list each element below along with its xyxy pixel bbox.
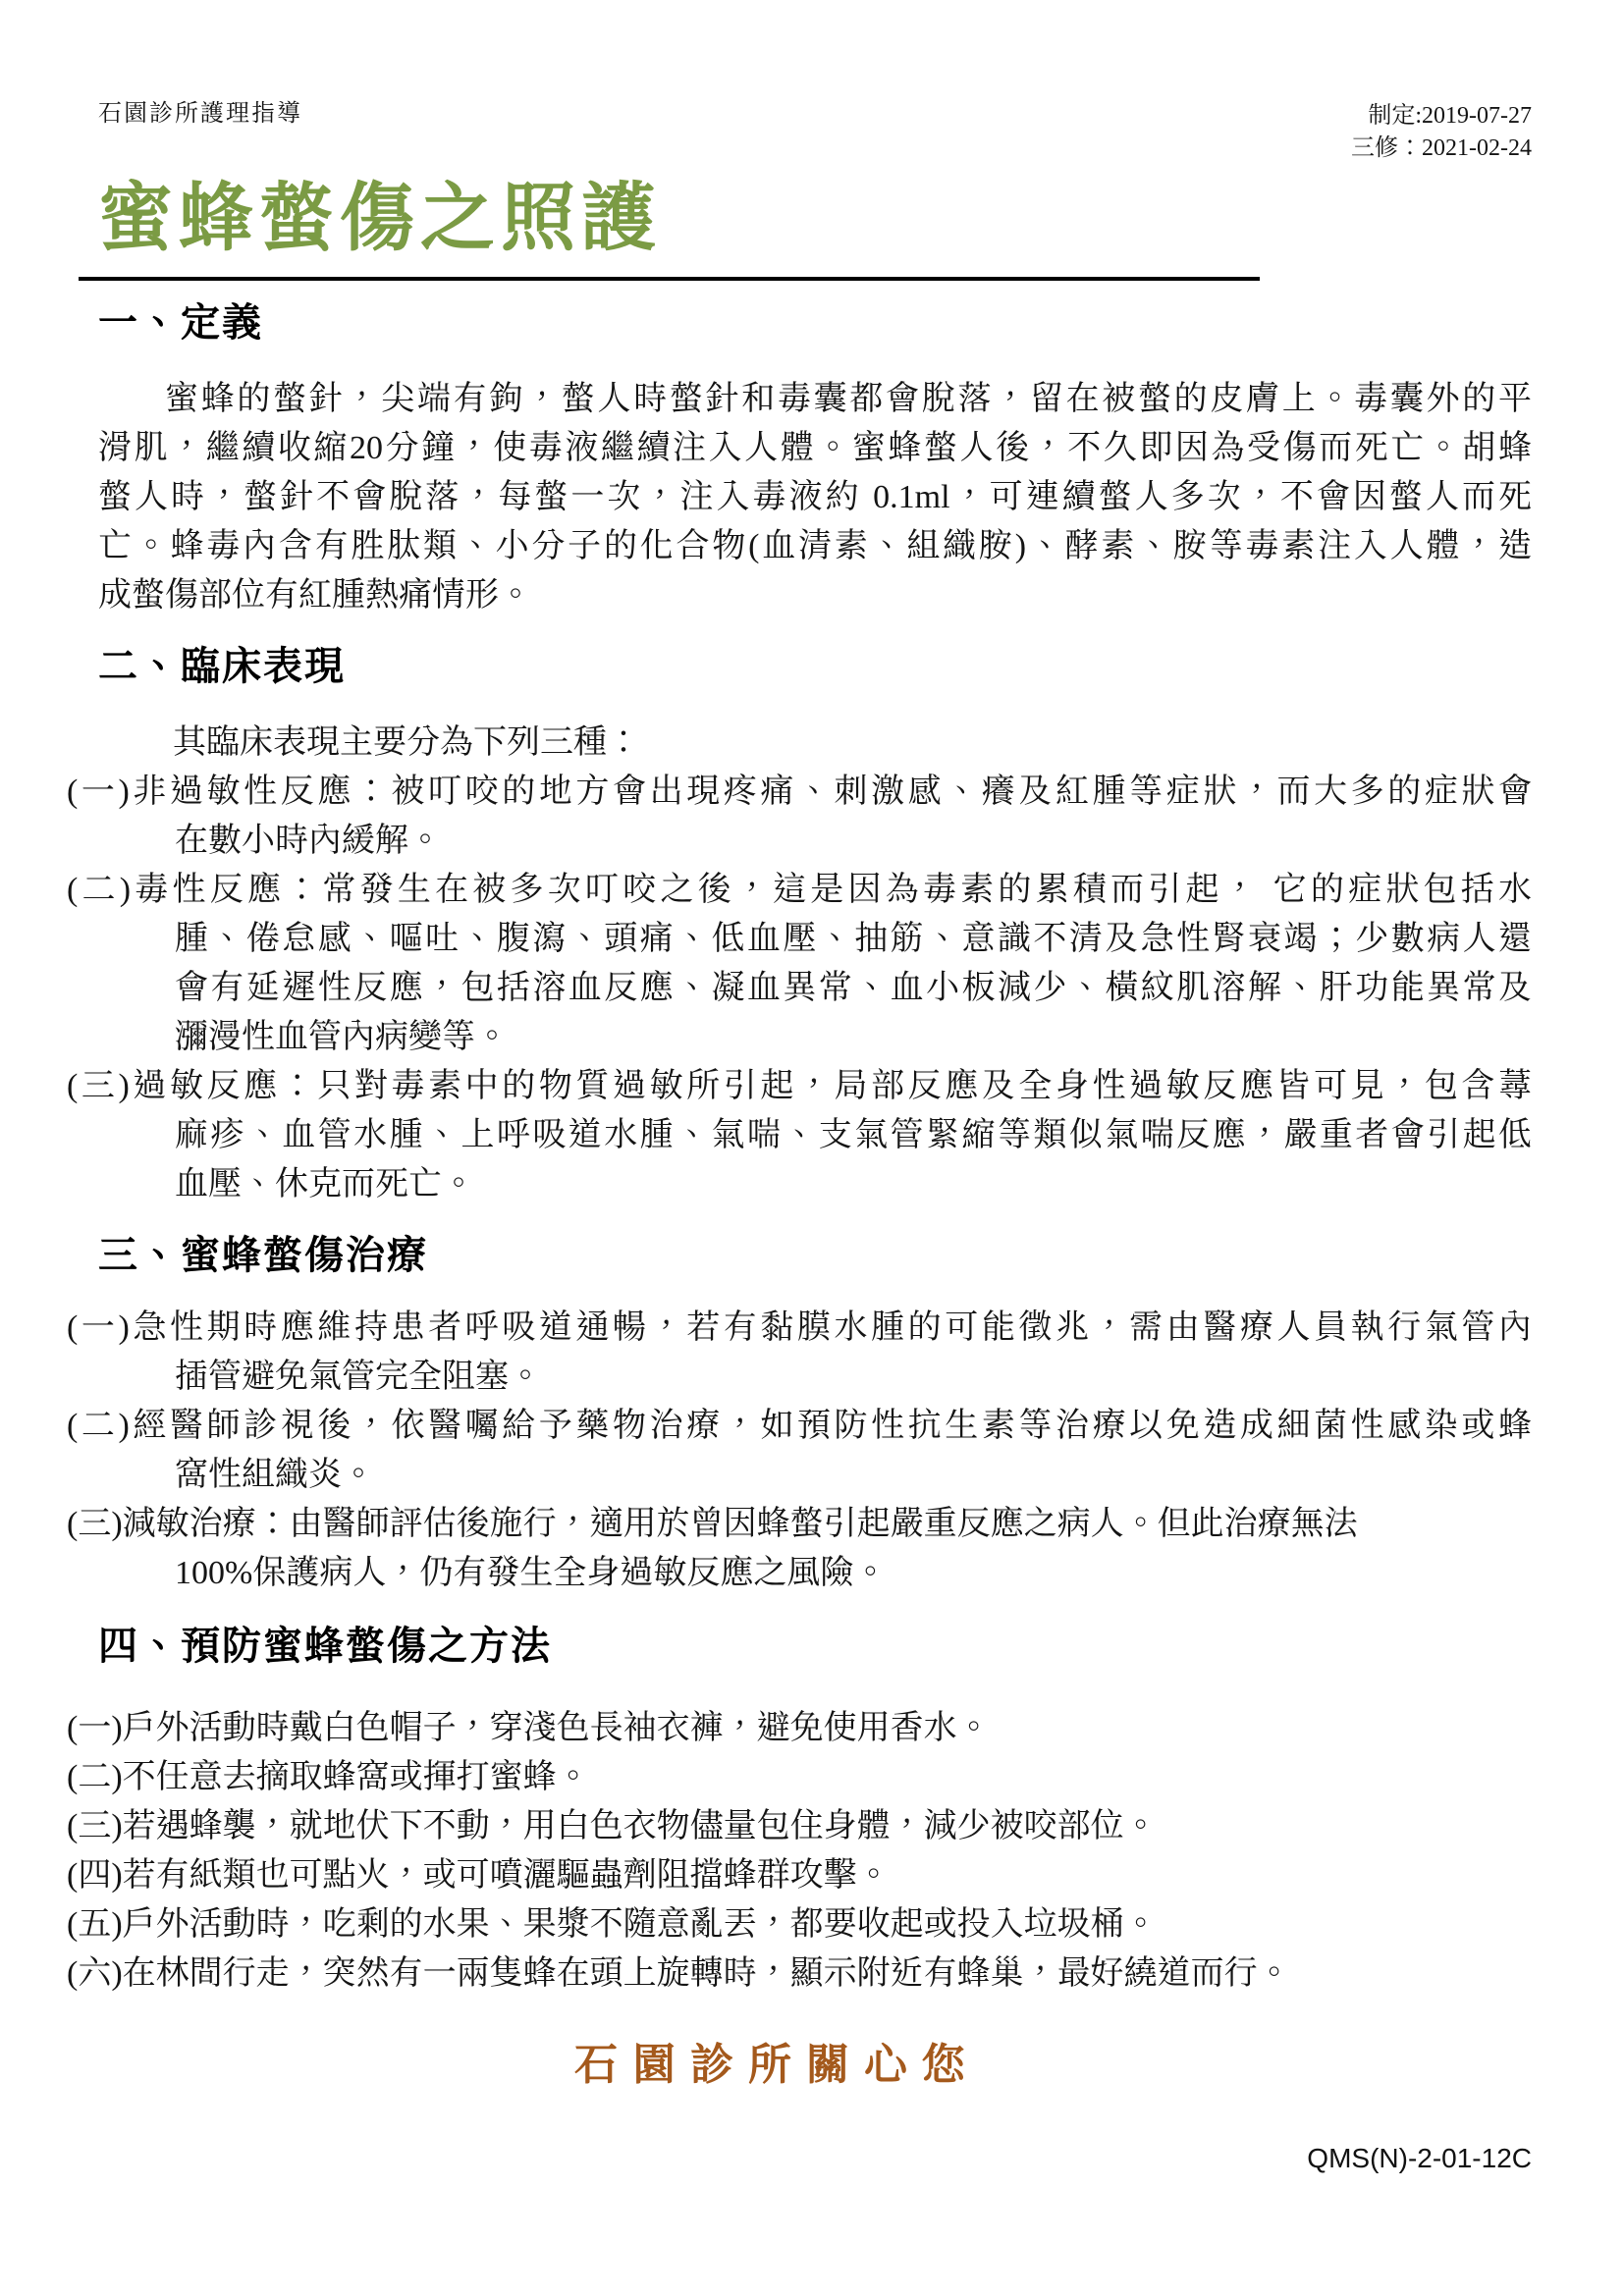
section-body: [67, 719, 1532, 1209]
text-line: (一)非過敏性反應：被叮咬的地方會出現疼痛、刺激感、癢及紅腫等症狀，而大多的症狀會: [67, 774, 1532, 810]
section-heading: 四、預防蜜蜂螫傷之方法: [98, 1624, 552, 1668]
text-line: 在數小時內緩解。: [175, 823, 442, 859]
text-line: (五)戶外活動時，吃剩的水果、果漿不隨意亂丟，都要收起或投入垃圾桶。: [67, 1906, 1158, 1943]
section-1: [98, 302, 1532, 620]
document-code: QMS(N)-2-01-12C: [1307, 2143, 1532, 2173]
text-line: 插管避免氣管完全阻塞。: [175, 1359, 542, 1395]
text-line: 螫人時，螫針不會脫落，每螫一次，注入毒液約 0.1ml，可連續螫人多次，不會因螫人而死: [98, 479, 1532, 515]
text-line: 亡。蜂毒內含有胜肽類、小分子的化合物(血清素、組織胺)、酵素、胺等毒素注入人體，造: [98, 528, 1532, 564]
text-line: 血壓、休克而死亡。: [175, 1166, 475, 1202]
text-line: (六)在林間行走，突然有一兩隻蜂在頭上旋轉時，顯示附近有蜂巢，最好繞道而行。: [67, 1955, 1291, 1992]
text-line: (二)不任意去摘取蜂窩或揮打蜜蜂。: [67, 1759, 590, 1795]
section-3: [67, 1233, 1532, 1598]
document-sections: [67, 300, 1532, 1999]
page-header: [98, 100, 1532, 165]
text-line: 100%保護病人，仍有發生全身過敏反應之風險。: [175, 1555, 888, 1591]
section-body: [67, 1704, 1532, 1999]
text-line: (三)過敏反應：只對毒素中的物質過敏所引起，局部反應及全身性過敏反應皆可見，包含蕁: [67, 1068, 1532, 1104]
text-line: (一)戶外活動時戴白色帽子，穿淺色長袖衣褲，避免使用香水。: [67, 1710, 991, 1746]
text-line: 滑肌，繼續收縮20分鐘，使毒液繼續注入人體。蜜蜂螫人後，不久即因為受傷而死亡。胡蜂: [98, 430, 1532, 466]
section-heading: 三、蜜蜂螫傷治療: [98, 1233, 428, 1277]
text-line: (二)毒性反應：常發生在被多次叮咬之後，這是因為毒素的累積而引起， 它的症狀包括水: [67, 872, 1532, 908]
clinic-care-message: 石 園 診 所 關 心 您: [574, 2041, 967, 2089]
text-line: (三)若遇蜂襲，就地伏下不動，用白色衣物儘量包住身體，減少被咬部位。: [67, 1808, 1158, 1844]
title-divider: [79, 277, 1260, 281]
text-line: 蜜蜂的螫針，尖端有鉤，螫人時螫針和毒囊都會脫落，留在被螫的皮膚上。毒囊外的平: [165, 381, 1532, 417]
text-line: 窩性組織炎。: [175, 1457, 375, 1493]
text-line: 會有延遲性反應，包括溶血反應、凝血異常、血小板減少、橫紋肌溶解、肝功能異常及: [175, 970, 1532, 1006]
text-line: (一)急性期時應維持患者呼吸道通暢，若有黏膜水腫的可能徵兆，需由醫療人員執行氣管內: [67, 1309, 1532, 1346]
text-line: (三)減敏治療：由醫師評估後施行，適用於曾因蜂螫引起嚴重反應之病人。但此治療無法: [67, 1506, 1358, 1542]
text-line: 瀰漫性血管內病變等。: [175, 1019, 509, 1055]
page-title: 蜜蜂螫傷之照護: [98, 178, 662, 260]
section-heading: 二、臨床表現: [98, 644, 346, 688]
section-body: [67, 1304, 1532, 1598]
section-4: [67, 1624, 1532, 1999]
text-line: (四)若有紙類也可點火，或可噴灑驅蟲劑阻擋蜂群攻擊。: [67, 1857, 891, 1894]
text-line: 麻疹、血管水腫、上呼吸道水腫、氣喘、支氣管緊縮等類似氣喘反應，嚴重者會引起低: [175, 1117, 1532, 1153]
text-line: (二)經醫師診視後，依醫囑給予藥物治療，如預防性抗生素等治療以免造成細菌性感染或蜂: [67, 1408, 1532, 1444]
text-line: 腫、倦怠感、嘔吐、腹瀉、頭痛、低血壓、抽筋、意識不清及急性腎衰竭；少數病人還: [175, 921, 1532, 957]
section-heading: 一、定義: [98, 300, 263, 345]
section-2: [67, 644, 1532, 1209]
established-date: 制定:2019-07-27: [1368, 103, 1532, 129]
section-body: [98, 375, 1532, 620]
text-line: 其臨床表現主要分為下列三種：: [173, 724, 640, 761]
clinic-guidance-label: 石園診所護理指導: [98, 101, 302, 127]
revision-dates: [1351, 100, 1532, 165]
text-line: 成螫傷部位有紅腫熱痛情形。: [98, 577, 532, 614]
revised-date: 三修：2021-02-24: [1351, 135, 1532, 161]
